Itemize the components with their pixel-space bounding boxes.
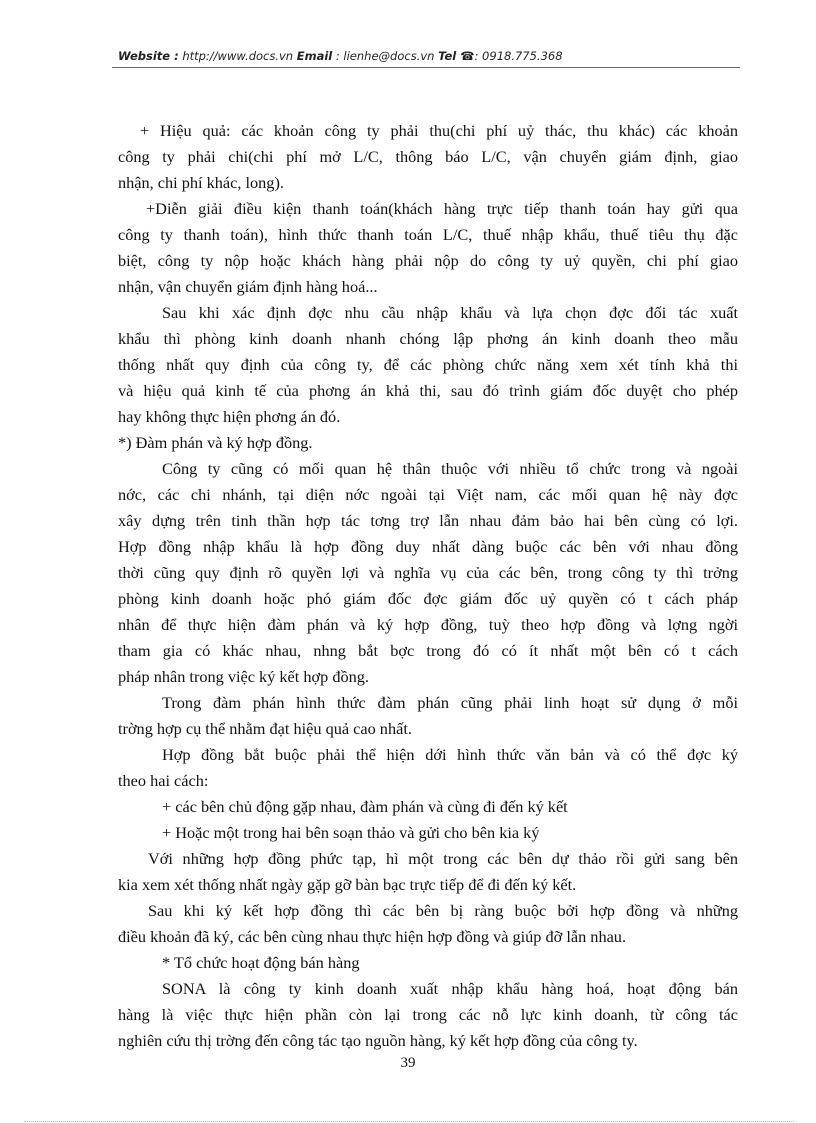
text-line: nhân để thực hiện đàm phán và ký hợp đồng, tuỳ theo hợp đồng và lợng ngời	[118, 615, 738, 634]
text-line: Trong đàm phán hình thức đàm phán cũng phải linh hoạt sử dụng ở mỗi	[162, 693, 738, 712]
page-header	[118, 49, 748, 63]
header-divider	[112, 67, 740, 68]
text-line: + Hiệu quả: các khoản công ty phải thu(chi phí uỷ thác, thu khác) các khoản	[140, 121, 738, 140]
text-line: hay không thực hiện phơng án đó.	[118, 407, 341, 426]
text-line: phòng kinh doanh hoặc phó giám đốc đợc giám đốc uỷ quyền có t cách pháp	[118, 589, 738, 608]
text-line: nhận, vận chuyển giám định hàng hoá...	[118, 277, 378, 296]
text-line: Sau khi ký kết hợp đồng thì các bên bị ràng buộc bởi hợp đồng và những	[148, 901, 738, 920]
email-label: Email	[296, 49, 333, 63]
text-line: và hiệu quả kinh tế của phơng án khả thi, sau đó trình giám đốc duyệt cho phép	[118, 381, 738, 400]
text-line: nghiên cứu thị trờng đến công tác tạo nguồn hàng, ký kết hợp đồng của công ty.	[118, 1031, 638, 1050]
website-value: http://www.docs.vn	[178, 49, 297, 63]
footer-divider	[24, 1121, 794, 1122]
text-line: nớc, các chi nhánh, tại diện nớc ngoài tại Việt nam, các mối quan hệ này đợc	[118, 485, 738, 504]
text-line: nhận, chi phí khác, long).	[118, 173, 284, 192]
text-line: Sau khi xác định đợc nhu cầu nhập khẩu và lựa chọn đợc đối tác xuất	[162, 303, 738, 322]
text-line: tham gia có khác nhau, nhng bắt bợc trong đó có ít nhất một bên có t cách	[118, 641, 738, 660]
text-line: thời cũng quy định rõ quyền lợi và nghĩa vụ của các bên, trong công ty thì trởng	[118, 563, 738, 582]
page-number: 39	[400, 1055, 416, 1071]
email-value: : lienhe@docs.vn	[332, 49, 439, 63]
text-line: SONA là công ty kinh doanh xuất nhập khẩu hàng hoá, hoạt động bán	[162, 979, 738, 998]
text-line: biệt, công ty nộp hoặc khách hàng phải nộp do công ty uỷ quyền, chi phí giao	[118, 251, 738, 270]
text-line: kia xem xét thống nhất ngày gặp gỡ bàn bạc trực tiếp để đi đến ký kết.	[118, 875, 577, 894]
text-line: theo hai cách:	[118, 771, 209, 790]
text-line: thống nhất quy định của công ty, để các phòng chức năng xem xét tính khả thi	[118, 355, 738, 374]
text-line: hàng là việc thực hiện phần còn lại trong các nỗ lực kinh doanh, từ công tác	[118, 1005, 738, 1024]
tel-value: : 0918.775.368	[474, 49, 563, 63]
website-label: Website :	[118, 49, 179, 63]
text-line: xây dựng trên tinh thần hợp tác tơng trợ lẫn nhau đảm bảo hai bên cùng có lợi.	[118, 511, 738, 530]
text-line: khẩu thì phòng kinh doanh nhanh chóng lập phơng án kinh doanh theo mẫu	[118, 329, 738, 348]
text-line: * Tổ chức hoạt động bán hàng	[162, 953, 360, 972]
text-line: điều khoản đã ký, các bên cùng nhau thực hiện hợp đồng và giúp đỡ lẫn nhau.	[118, 927, 627, 946]
text-line: công ty phải chi(chi phí mở L/C, thông báo L/C, vận chuyển giám định, giao	[118, 147, 738, 166]
text-line: trờng hợp cụ thể nhằm đạt hiệu quả cao nhất.	[118, 719, 412, 738]
text-line: +Diễn giải điều kiện thanh toán(khách hàng trực tiếp thanh toán hay gửi qua	[146, 199, 738, 218]
text-line: + các bên chủ động gặp nhau, đàm phán và cùng đi đến ký kết	[162, 797, 568, 816]
text-line: Công ty cũng có mối quan hệ thân thuộc với nhiều tổ chức trong và ngoài	[162, 459, 738, 478]
text-line: Hợp đồng nhập khẩu là hợp đồng duy nhất dàng buộc các bên với nhau đồng	[118, 537, 738, 556]
text-line: công ty thanh toán), hình thức thanh toán L/C, thuế nhập khẩu, thuế tiêu thụ đặc	[118, 225, 738, 244]
text-line: Với những hợp đồng phức tạp, hì một trong các bên dự thảo rồi gửi sang bên	[148, 849, 738, 868]
text-line: pháp nhân trong việc ký kết hợp đồng.	[118, 667, 369, 686]
text-line: *) Đàm phán và ký hợp đồng.	[118, 433, 313, 452]
text-line: Hợp đồng bắt buộc phải thể hiện dới hình thức văn bản và có thể đợc ký	[162, 745, 738, 764]
text-line: + Hoặc một trong hai bên soạn thảo và gửi cho bên kia ký	[162, 823, 540, 842]
tel-label: Tel ☎	[438, 49, 475, 63]
document-body	[118, 118, 738, 1054]
